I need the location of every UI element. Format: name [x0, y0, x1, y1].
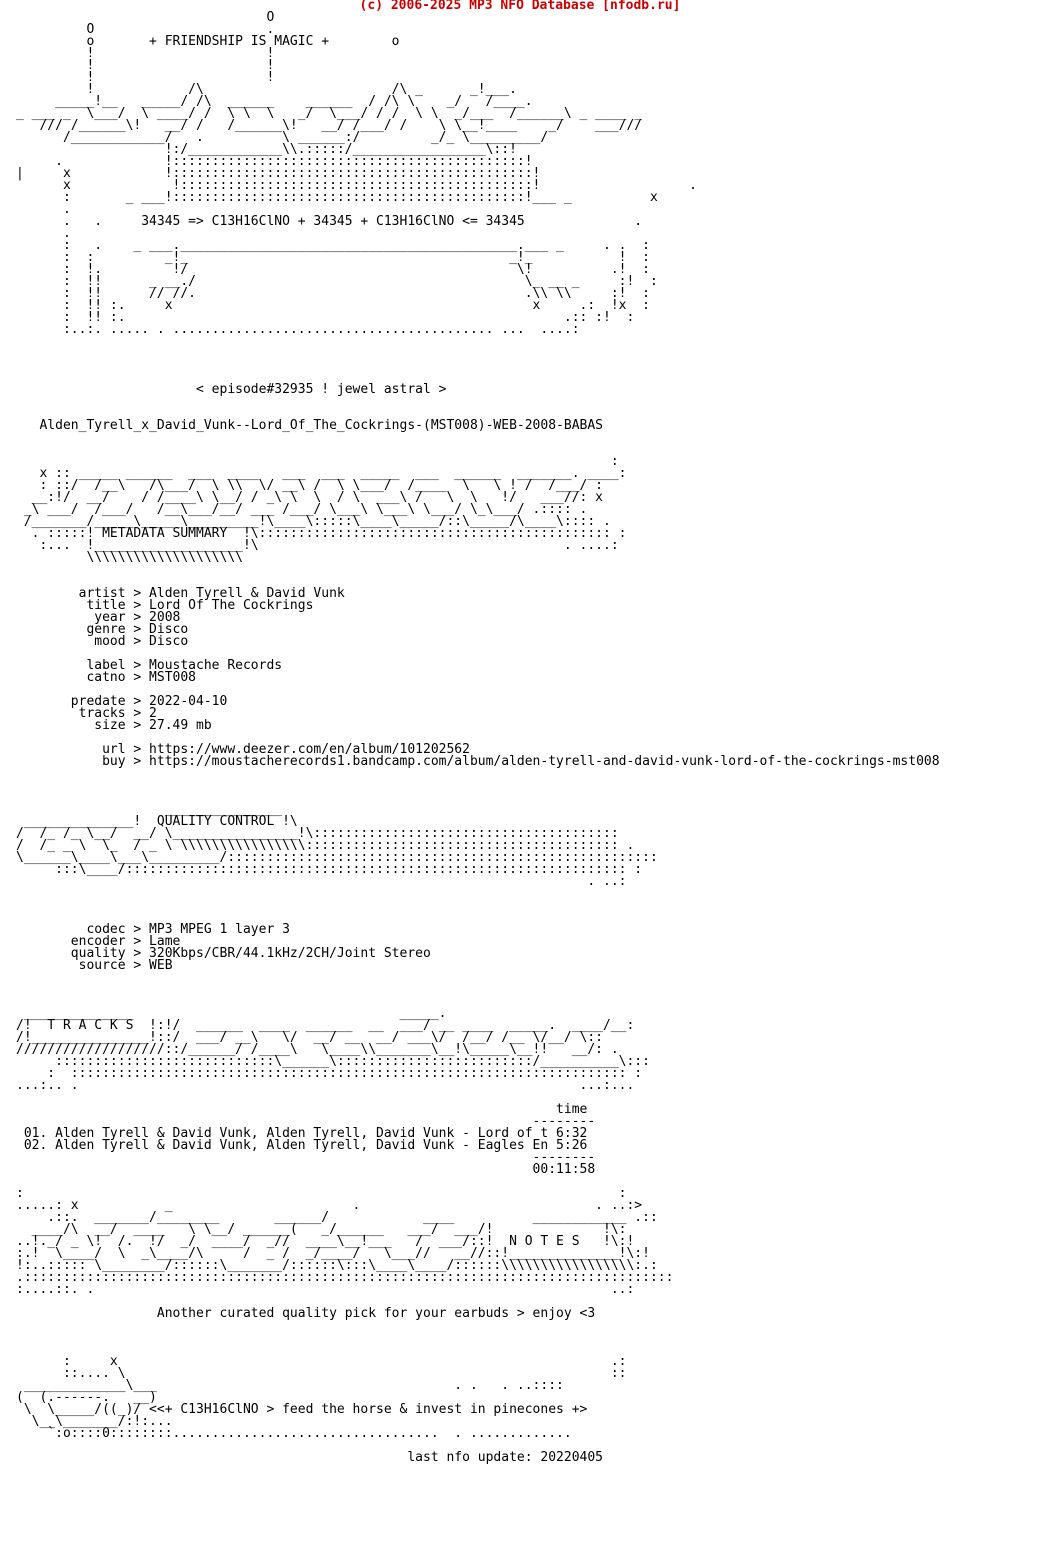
nfo-line: : !. !/ \! .! :	[16, 262, 650, 277]
nfo-line: tracks > 2	[16, 706, 157, 721]
nfo-line: .	[16, 202, 71, 217]
nfo-line: /____________/ . \ ______:/ _/_ \_________/	[16, 130, 549, 145]
nfo-line: . ..:	[16, 874, 627, 889]
nfo-line: .....: x _ . . ..:>	[16, 1198, 643, 1213]
nfo-line: : !! :. x x .: !x :	[16, 298, 650, 313]
nfo-line: . :::::! METADATA SUMMARY !\::::::::::::::::::::::::::::::::::::::::::::: :	[16, 526, 627, 541]
nfo-line: ! /\ /\ _ _!___.	[16, 82, 517, 97]
nfo-line: : x .:	[16, 1354, 627, 1369]
nfo-line: : . _ ___.___________________________________________.___ _ . . :	[16, 238, 650, 253]
nfo-line: _______________	[16, 802, 283, 817]
nfo-line: _ ___ _ \___/ \ ____/ / \ \ \ _/ \___/ / / \ \ _/___ /______\ _ ____ _	[16, 106, 643, 121]
nfo-line: ____/\ __/ ____ \ \__/ ______( _/______ ___/ ___/! !\:	[16, 1222, 627, 1237]
nfo-line: __:!/ __/ / /____\ \__/ / _\ \ \ / \ ___\ / \ \ !/ ___//: x	[16, 490, 603, 505]
site-credit: (c) 2006-2025 MP3 NFO Database [nfodb.ru]	[359, 0, 681, 13]
nfo-line: `:o::::0::::::::.................................. . .............	[16, 1426, 572, 1441]
nfo-line	[16, 360, 940, 372]
nfo-line: : !! // //. .\\ \\ :! :	[16, 286, 650, 301]
nfo-line: year > 2008	[16, 610, 181, 625]
nfo-line: 02. Alden Tyrell & David Vunk, Alden Tyrell, David Vunk - Eagles En 5:26	[16, 1138, 588, 1153]
nfo-line: !:/____________\\.:::::/_________________\::!	[16, 142, 517, 157]
nfo-line: --------	[16, 1114, 596, 1129]
nfo-line: \__\_______/:!:...	[16, 1414, 173, 1429]
nfo-line: /! T R A C K S !:!/ ______ ____ ______ __ ___/ __ ____ _____. ____/__:	[16, 1018, 635, 1033]
nfo-line	[16, 1332, 940, 1344]
nfo-line: : ::/ /__\ /\___/ \ \\ \/ __\ / \ \___/ /____ \ \ ! / /___/ :	[16, 478, 603, 493]
nfo-line: ::::::::::::::::::::::::::::\______\:::::::::::::::::::::::::/__________\:::	[16, 1054, 650, 1069]
nfo-line: :..:. ..... . ......................................... ... ....:	[16, 322, 580, 337]
nfo-line: o + FRIENDSHIP IS MAGIC + o	[16, 34, 400, 49]
nfo-line: \ \_____/((_)/ <<+ C13H16ClNO > feed the horse & invest in pinecones +>	[16, 1402, 588, 1417]
nfo-line: buy > https://moustacherecords1.bandcamp.com/album/alden-tyrell-and-david-vunk-lord-of-the-cockrings-mst008	[16, 754, 940, 769]
nfo-line: !:..::::: \________/::::::\_______/::::::\:::\____\____/::::::\\\\\\\\\\\\\\\\\:.:	[16, 1258, 658, 1273]
nfo-line: artist > Alden Tyrell & David Vunk	[16, 586, 345, 601]
nfo-line: predate > 2022-04-10	[16, 694, 228, 709]
nfo-line: : ::::::::::::::::::::::::::::::::::::::::::::::::::::::::::::::::::::::: :	[16, 1066, 643, 1081]
nfo-line: | x !::::::::::::::::::::::::::::::::::::::::::::::!	[16, 166, 541, 181]
nfo-text	[16, 12, 940, 1464]
nfo-line: : !! :. .:: :! :	[16, 310, 635, 325]
nfo-line	[16, 780, 940, 792]
nfo-line: : :	[16, 1186, 627, 1201]
nfo-line: url > https://www.deezer.com/en/album/101202562	[16, 742, 470, 757]
nfo-line: ______________ _____.	[16, 1006, 447, 1021]
nfo-line: catno > MST008	[16, 670, 197, 685]
nfo-line: /!_______________!::/ ___/ __\ \/ __/ __ __/ ___\/ /__/ /__ \/__/ \::	[16, 1030, 603, 1045]
nfo-line: ..!._/ _ \! /. !/ _/ ____/ _// ____\__!___ / ___/::! N O T E S !\:!	[16, 1234, 635, 1249]
nfo-line: codec > MP3 MPEG 1 layer 3	[16, 922, 290, 937]
nfo-line: ______________! QUALITY CONTROL !\	[16, 814, 298, 829]
nfo-line: :.! \____/ \ _\____/\ / _ / _/____/ \___// __//::!______________!\:!	[16, 1246, 650, 1261]
nfo-line: : !! _ __./ \_ __ _ :! :	[16, 274, 658, 289]
nfo-line: _____________\___ . . . ..::::	[16, 1378, 564, 1393]
nfo-line: \______\____\___\_________/:::::::::::::::::::::::::::::::::::::::::::::::::::::::	[16, 850, 658, 865]
nfo-line: : : _!_ _!_ ! :	[16, 250, 650, 265]
nfo-line: / /_ /_ \__/ __/ \________________!\:::::::::::::::::::::::::::::::::::::::	[16, 826, 619, 841]
nfo-line: source > WEB	[16, 958, 173, 973]
nfo-line	[16, 564, 940, 576]
nfo-line	[16, 348, 940, 360]
nfo-line: :::\____/:::::::::::::::::::::::::::::::::::::::::::::::::::::::::::::::: :	[16, 862, 643, 877]
nfo-line	[16, 888, 940, 900]
nfo-line: .:::::::::::::::::::::::::::::::::::::::::::::::::::::::::::::::::::::::::::::::::::	[16, 1270, 674, 1285]
nfo-line: < episode#32935 ! jewel astral >	[16, 382, 447, 397]
nfo-line: label > Moustache Records	[16, 658, 283, 673]
nfo-line: O .	[16, 22, 275, 37]
nfo-line	[16, 900, 940, 912]
nfo-line: size > 27.49 mb	[16, 718, 212, 733]
nfo-line	[16, 396, 940, 408]
nfo-line: 00:11:58	[16, 1162, 596, 1177]
nfo-line: :....::. . ..:	[16, 1282, 635, 1297]
nfo-line: :... !___________________!\ . ....:	[16, 538, 619, 553]
nfo-line: / /_ _ \ \_ / _ \ \\\\\\\\\\\\\\\\:::::::::::::::::::::::::::::::::::::::: .	[16, 838, 635, 853]
nfo-line: ///////////////////::/______/ /____\ \____\\_______\__!\_____\__!! __/: .	[16, 1042, 619, 1057]
nfo-line: ! !	[16, 70, 275, 85]
nfo-line: ! !	[16, 58, 275, 73]
nfo-line: 01. Alden Tyrell & David Vunk, Alden Tyrell, David Vunk - Lord of t 6:32	[16, 1126, 588, 1141]
nfo-line	[16, 768, 940, 780]
nfo-line: /_______/_____\_____\_________!\____\:::::\____\_____/::\_____/\____\:::: .	[16, 514, 611, 529]
nfo-line: encoder > Lame	[16, 934, 181, 949]
nfo-line	[16, 1320, 940, 1332]
nfo-line: O	[16, 10, 275, 25]
nfo-line: _\ ___/ /___/ /__\___/__/ ___ /___/ \___\ \___\ \___/ \_\___/ .:::: .	[16, 502, 588, 517]
nfo-line: time	[16, 1102, 588, 1117]
nfo-line: :	[16, 454, 619, 469]
nfo-line: ::.... \ ::	[16, 1366, 627, 1381]
nfo-line: . !:::::::::::::::::::::::::::::::::::::::::::::!	[16, 154, 533, 169]
nfo-line: ! !	[16, 46, 275, 61]
nfo-line: genre > Disco	[16, 622, 189, 637]
nfo-line: ...:.. . ...:...	[16, 1078, 635, 1093]
nfo-line: .::. _______/________ ______/ ____ ____________ .::	[16, 1210, 658, 1225]
nfo-line: ( (.------. __)	[16, 1390, 157, 1405]
nfo-line	[16, 984, 940, 996]
nfo-line	[16, 972, 940, 984]
nfo-line: mood > Disco	[16, 634, 189, 649]
nfo-line: quality > 320Kbps/CBR/44.1kHz/2CH/Joint Stereo	[16, 946, 431, 961]
nfo-line: . . 34345 => C13H16ClNO + 34345 + C13H16ClNO <= 34345 .	[16, 214, 643, 229]
nfo-line: x :: _____ ______ ___ ____ ___ ___ _____ ___ ______ _______. ____:	[16, 466, 627, 481]
nfo-line	[16, 432, 940, 444]
nfo-line: --------	[16, 1150, 596, 1165]
nfo-line	[16, 336, 940, 348]
nfo-line: title > Lord Of The Cockrings	[16, 598, 314, 613]
nfo-line: _____!__ _____/ /\ ______ ______ / /\ \ _/ /____.	[16, 94, 533, 109]
nfo-line: x !:::::::::::::::::::::::::::::::::::::::::::::! .	[16, 178, 697, 193]
nfo-line: .	[16, 226, 71, 241]
nfo-line: last nfo update: 20220405	[16, 1450, 603, 1465]
nfo-line: : _ ___!:::::::::::::::::::::::::::::::::::::::::::::!___ _ x	[16, 190, 658, 205]
nfo-line: \\\\\\\\\\\\\\\\\\\\	[16, 550, 243, 565]
nfo-line: /// /______\! __/ / /______\! __/ /___/ / \ \__!____ _/ ___///	[16, 118, 643, 133]
nfo-line: Alden_Tyrell_x_David_Vunk--Lord_Of_The_Cockrings-(MST008)-WEB-2008-BABAS	[16, 418, 603, 433]
nfo-line: Another curated quality pick for your earbuds > enjoy <3	[16, 1306, 596, 1321]
